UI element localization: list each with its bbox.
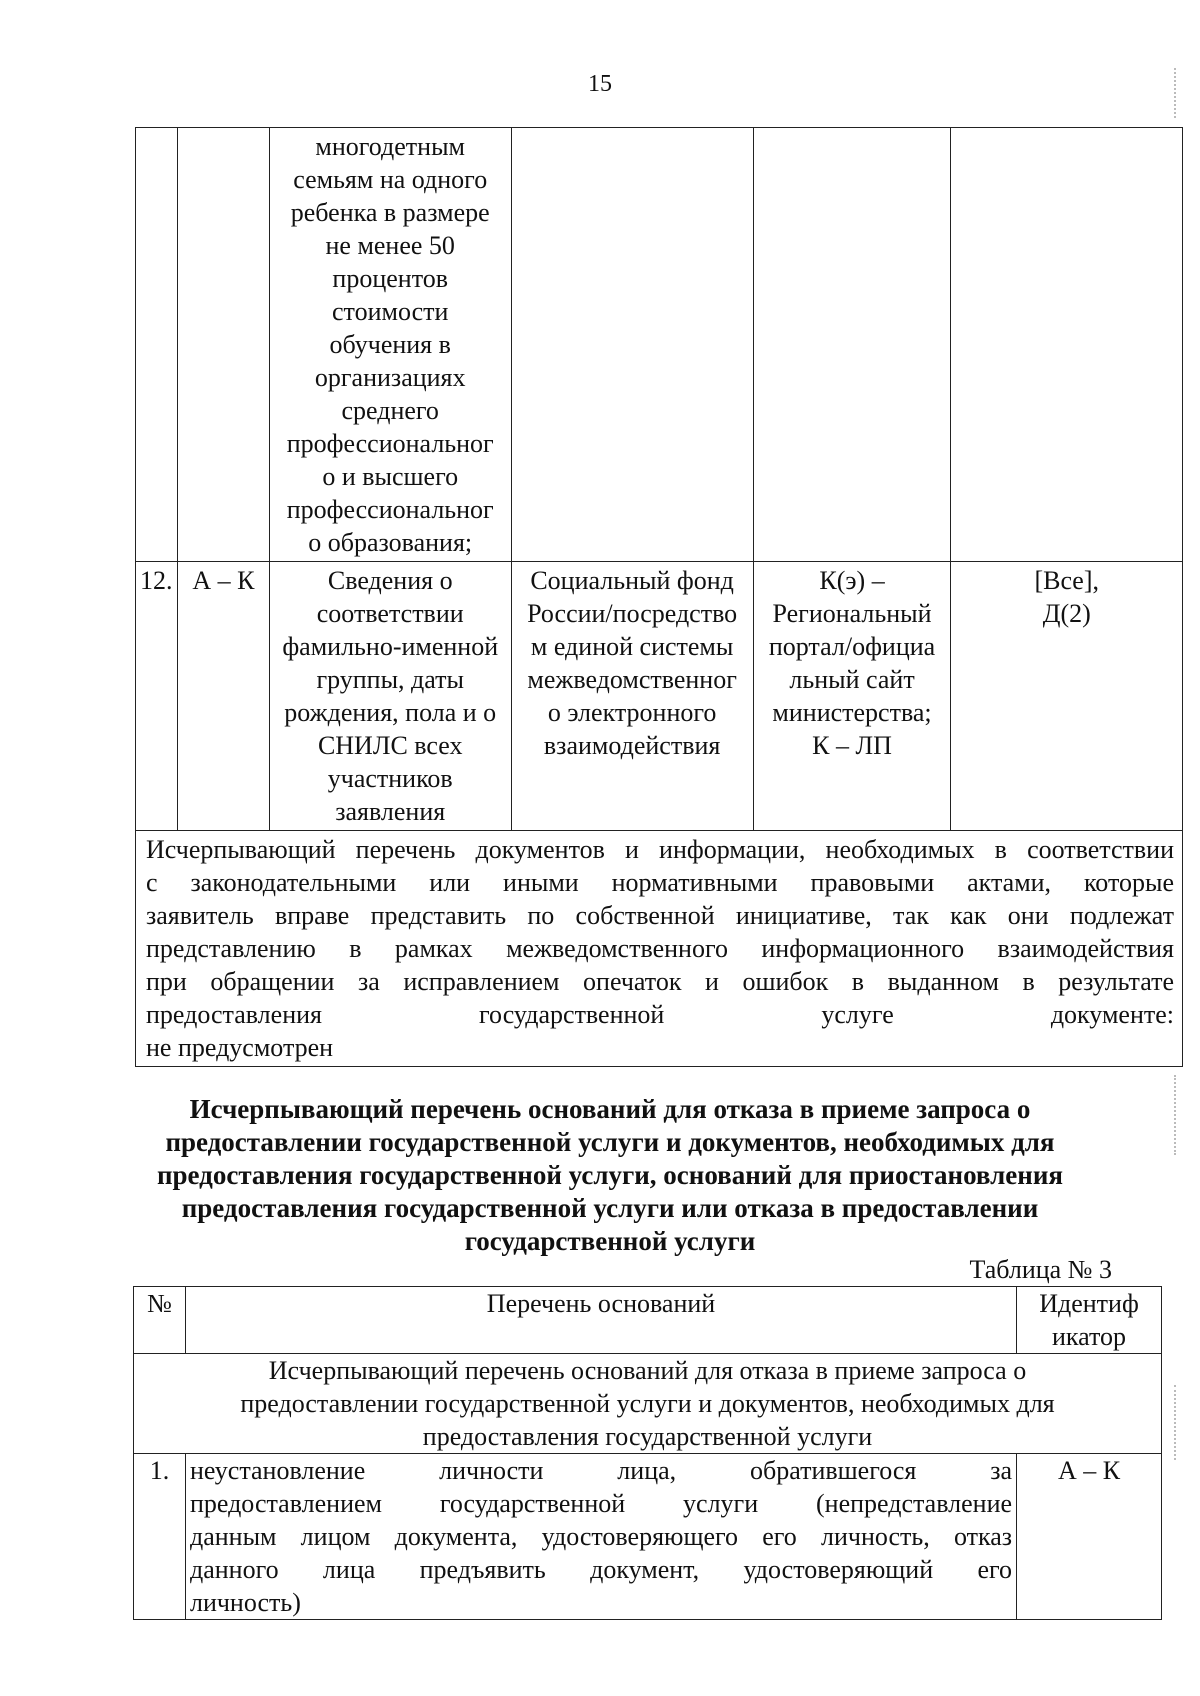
subheader-cell: [134, 1354, 1162, 1454]
channel-line: Региональный: [772, 599, 932, 628]
table-subheader-row: [134, 1354, 1162, 1454]
header-number: №: [134, 1287, 186, 1354]
channel-line: К – ЛП: [812, 731, 892, 760]
scan-artifact: [1174, 1075, 1178, 1155]
reason-cell: [185, 1454, 1016, 1620]
channel-line: льный сайт: [789, 665, 915, 694]
doc-line: соответствии: [316, 599, 464, 628]
row-number-cell: 12.: [136, 562, 178, 831]
source-cell: [511, 562, 753, 831]
subheader-line: Исчерпывающий перечень оснований для отказа в приеме запроса о: [268, 1356, 1027, 1385]
note-line: с законодательными или иными нормативными правовыми актами, которые: [146, 868, 1174, 897]
category-cell: А – К: [177, 562, 269, 831]
doc-line: рождения, пола и о: [284, 698, 497, 727]
heading-line: предоставления государственной услуги, оснований для приостановления: [156, 1160, 1063, 1190]
identifier-line: Д(2): [1042, 599, 1091, 628]
source-line: м единой системы: [530, 632, 734, 661]
subheader-line: предоставления государственной услуги: [422, 1422, 873, 1451]
reason-line: неустановление личности лица, обратившегося за: [189, 1456, 1013, 1485]
header-reasons: Перечень оснований: [185, 1287, 1016, 1354]
refusal-reasons-table: [133, 1286, 1162, 1620]
note-line: представлению в рамках межведомственного информационного взаимодействия: [146, 934, 1174, 963]
note-line: заявитель вправе представить по собственной инициативе, так как они подлежат: [146, 901, 1174, 930]
channel-cell: [753, 562, 951, 831]
header-identifier-line: икатор: [1052, 1322, 1127, 1351]
channel-line: портал/официа: [768, 632, 936, 661]
heading-line: предоставлении государственной услуги и документов, необходимых для: [165, 1127, 1055, 1157]
channel-line: К(э) –: [819, 566, 885, 595]
section-heading: [130, 1093, 1090, 1258]
table-header-row: [134, 1287, 1162, 1354]
identifier-cell: [951, 128, 1183, 562]
page-number: 15: [588, 71, 612, 97]
doc-line: обучения в: [329, 330, 451, 359]
source-line: Социальный фонд: [530, 566, 734, 595]
identifier-cell: А – К: [1017, 1454, 1162, 1620]
channel-cell: [753, 128, 951, 562]
source-line: межведомственног: [527, 665, 737, 694]
heading-line: предоставления государственной услуги или отказа в предоставлении: [181, 1193, 1039, 1223]
header-identifier-line: Идентиф: [1039, 1289, 1139, 1318]
table-row-continued: [136, 128, 1183, 562]
header-identifier: [1017, 1287, 1162, 1354]
note-line: не предусмотрен: [146, 1033, 334, 1062]
heading-line: государственной услуги: [464, 1226, 756, 1256]
doc-line: семьям на одного: [293, 165, 488, 194]
interdepartmental-note: [136, 831, 1183, 1067]
table-row: [134, 1454, 1162, 1620]
doc-line: профессиональног: [286, 429, 494, 458]
source-line: взаимодействия: [543, 731, 721, 760]
doc-line: Сведения о: [327, 566, 453, 595]
doc-line: участников: [327, 764, 453, 793]
doc-line: процентов: [332, 264, 448, 293]
doc-line: ребенка в размере: [290, 198, 490, 227]
doc-line: не менее 50: [325, 231, 455, 260]
doc-line: стоимости: [332, 297, 449, 326]
doc-line: организациях: [314, 363, 466, 392]
doc-line: заявления: [335, 797, 446, 826]
doc-line: о образования;: [308, 528, 473, 557]
source-line: о электронного: [547, 698, 717, 727]
doc-line: о и высшего: [322, 462, 459, 491]
identifier-line: [Все],: [1034, 566, 1100, 595]
note-line: Исчерпывающий перечень документов и информации, необходимых в соответствии: [146, 835, 1174, 864]
note-line: при обращении за исправлением опечаток и ошибок в выданном в результате: [146, 967, 1174, 996]
row-number-cell: 1.: [134, 1454, 186, 1620]
documents-table: [135, 127, 1183, 1067]
doc-line: среднего: [341, 396, 439, 425]
reason-line: данного лица предъявить документ, удостоверяющий его: [189, 1555, 1013, 1584]
doc-line: многодетным: [315, 132, 466, 161]
channel-line: министерства;: [772, 698, 932, 727]
source-cell: [511, 128, 753, 562]
reason-line: предоставлением государственной услуги (непредставление: [189, 1489, 1013, 1518]
table-note-row: [136, 831, 1183, 1067]
heading-line: Исчерпывающий перечень оснований для отказа в приеме запроса о: [189, 1094, 1031, 1124]
row-number-cell: [136, 128, 178, 562]
doc-line: СНИЛС всех: [317, 731, 463, 760]
doc-line: группы, даты: [316, 665, 464, 694]
reason-line: данным лицом документа, удостоверяющего его личность, отказ: [189, 1522, 1013, 1551]
category-cell: [177, 128, 269, 562]
source-line: России/посредство: [527, 599, 738, 628]
subheader-line: предоставлении государственной услуги и документов, необходимых для: [240, 1389, 1055, 1418]
scan-artifact: [1174, 1385, 1178, 1460]
note-line: предоставления государственной услуге документе:: [146, 1000, 1174, 1029]
document-description-cell: [269, 562, 511, 831]
document-description-cell: [269, 128, 511, 562]
identifier-cell: [951, 562, 1183, 831]
reason-line: личность): [189, 1588, 301, 1617]
doc-line: профессиональног: [286, 495, 494, 524]
table-caption: Таблица № 3: [969, 1255, 1112, 1284]
scan-artifact: [1174, 68, 1178, 118]
table-row-12: [136, 562, 1183, 831]
doc-line: фамильно-именной: [282, 632, 499, 661]
